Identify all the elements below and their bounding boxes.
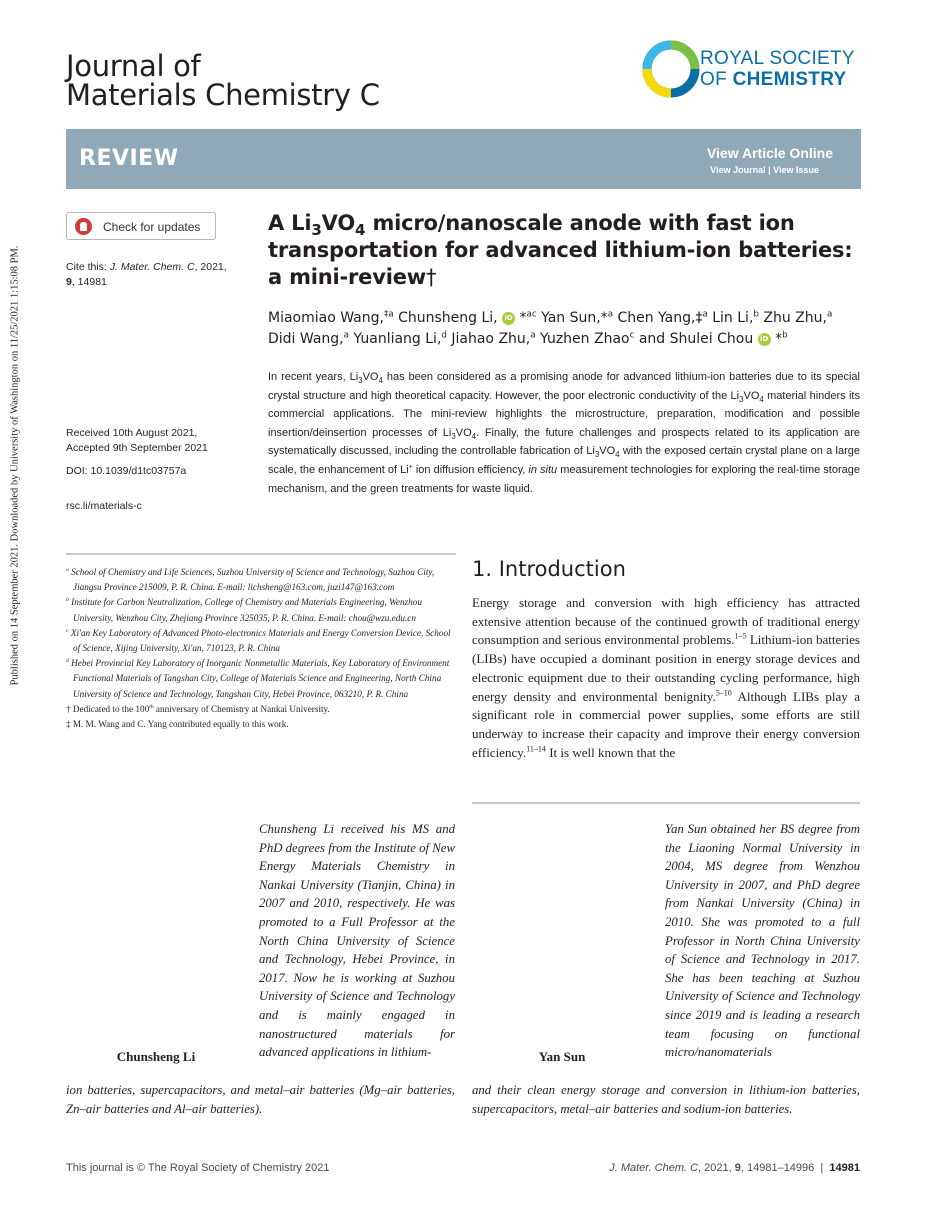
download-side-note: Published on 14 September 2021. Downloaded by University of Washington on 11/25/2021 1:15:08 PM.	[9, 245, 21, 686]
rsc-name-line2: OF CHEMISTRY	[700, 69, 847, 90]
bio-yan-sun-tail: and their clean energy storage and conversion in lithium-ion batteries, supercapacitors, metal–air batteries and sodium-ion batteries.	[472, 1083, 860, 1116]
article-type: REVIEW	[79, 146, 179, 171]
doi[interactable]: DOI: 10.1039/d1tc03757a	[66, 465, 187, 477]
check-for-updates-button[interactable]: Check for updates	[66, 212, 216, 240]
abstract: In recent years, $Li_3VO_4$ has been considered as a promising anode for advanced lithium-ion batteries due to its special crystal structure and high theoretical capacity. However, the poor electronic conductivity of the $Li_3VO_4$ material hinders its commercial applications. The mini-review highlights the microstructure, preparation, modification and possible insertion/deinsertion processes of $Li_3VO_4$. Finally, the future challenges and prospects related to its application are systematically discussed, including the controllable fabrication of $Li_3VO_4$ with the exposed certain crystal plane on a large scale, the enhancement of Li+ ion diffusion efficiency, in situ measurement technologies for exploring the real-time storage mechanism, and the green treatments for waste liquid.	[268, 371, 860, 495]
footnote-divider	[66, 553, 456, 555]
rsc-name-line1: ROYAL SOCIETY	[700, 48, 855, 69]
bio-yan-sun-name: Yan Sun	[538, 1049, 586, 1064]
bio-chunsheng-li-tail: ion batteries, supercapacitors, and metal–air batteries (Mg–air batteries, Zn–air batteries and Al–air batteries).	[66, 1083, 455, 1116]
journal-link[interactable]: rsc.li/materials-c	[66, 500, 142, 512]
orcid-icon[interactable]: iD	[502, 312, 515, 325]
introduction-paragraph: Energy storage and conversion with high efficiency has attracted extensive attention because of the continued growth of traditional energy consumption and serious environmental problems.$^{1-5}$ Lithium-ion batteries (LIBs) have occupied a dominant position in energy storage devices and electronic equipment due to their outstanding cycling performance, high energy density and environmental benignity.$^{5-10}$ Although LIBs play a significant role in commercial power supplies, some efforts are still underway to increase their capacity and improve their energy conversion efficiency.$^{11-14}$ It is well known that the	[472, 595, 860, 760]
bio-divider	[472, 802, 860, 804]
affiliation-footnotes: $^a$ School of Chemistry and Life Sciences, Suzhou University of Science and Technology, Suzhou City, Jiangsu Province 215009, P. R. China. E-mail: lichsheng@163.com, juzi147@163.com $^b$ Institute for Carbon Neutralization, College of Chemistry and Materials Engineering, Wenzhou University, Wenzhou City, Zhejiang Province 325035, P. R. China. E-mail: chou@wzu.edu.cn $^c$ Xi'an Key Laboratory of Advanced Photo-electronics Materials and Energy Conversion Device, School of Science, Xijing University, Xi'an, 710123, P. R. China $^d$ Hebei Provincial Key Laboratory of Inorganic Nonmetallic Materials, Key Laboratory of Environment Functional Materials of Tangshan City, College of Materials Science and Engineering, North China University of Science and Technology, Tangshan City, Hebei Province, 063210, P. R. China † Dedicated to the 100th anniversary of Chemistry at Nankai University. ‡ M. M. Wang and C. Yang contributed equally to this work.	[66, 566, 451, 730]
view-article-online-link[interactable]: View Article Online	[706, 145, 833, 161]
page-number: 14981	[829, 1162, 860, 1174]
bookmark-icon	[75, 218, 92, 235]
section-heading-introduction: 1. Introduction	[472, 557, 626, 581]
article-title: A $Li_3VO_4$ micro/nanoscale anode with fast ion transportation for advanced lithium-ion batteries: a mini-review†	[268, 211, 853, 289]
article-type-banner	[66, 129, 861, 189]
view-journal-issue-links[interactable]: View Journal | View Issue	[710, 165, 819, 175]
orcid-icon[interactable]: iD	[758, 333, 771, 346]
author-list: Miaomiao Wang,$^{\ddagger a}$ Chunsheng Li, iD *$^{ac}$ Yan Sun,*$^a$ Chen Yang,‡$^a$ Lin Li,$^b$ Zhu Zhu,$^a$ Didi Wang,$^a$ Yuanliang Li,$^d$ Jiahao Zhu,$^a$ Yuzhen Zhao$^c$ and Shulei Chou iD *$^b$	[268, 309, 833, 347]
citation: Cite this: J. Mater. Chem. C, 2021, 9, 14981	[66, 261, 227, 288]
bio-chunsheng-li-name: Chunsheng Li	[116, 1049, 196, 1064]
rsc-ring-icon	[640, 38, 702, 100]
rsc-logo	[640, 38, 860, 100]
bio-chunsheng-li-text: Chunsheng Li received his MS and PhD degrees from the Institute of New Energy Materials Chemistry in Nankai University (Tianjin, China) in 2007 and 2010, respectively. He was promoted to a Full Professor at the North China University of Science and Technology, Hebei Province, in 2017. Now he is working at Suzhou University of Science and Technology and is mainly engaged in nanostructured materials for advanced applications in lithium-	[259, 822, 455, 1060]
bio-yan-sun-text: Yan Sun obtained her BS degree from the Liaoning Normal University in 2004, MS degree from Wenzhou University in 2007, and PhD degree from Nankai University (China) in 2010. She was promoted to a full Professor in North China University of Science and Technology in 2017. She has been teaching at Suzhou University of Science and Technology since 2019 and is leading a research team focusing on functional micro/nanomaterials	[665, 822, 860, 1060]
journal-title: Journal of Materials Chemistry C	[66, 49, 380, 112]
received-accepted-dates: Received 10th August 2021, Accepted 9th September 2021	[66, 427, 208, 454]
footer-citation: J. Mater. Chem. C, 2021, 9, 14981–14996 | 14981	[609, 1162, 860, 1174]
footer-copyright: This journal is © The Royal Society of Chemistry 2021	[66, 1162, 330, 1174]
